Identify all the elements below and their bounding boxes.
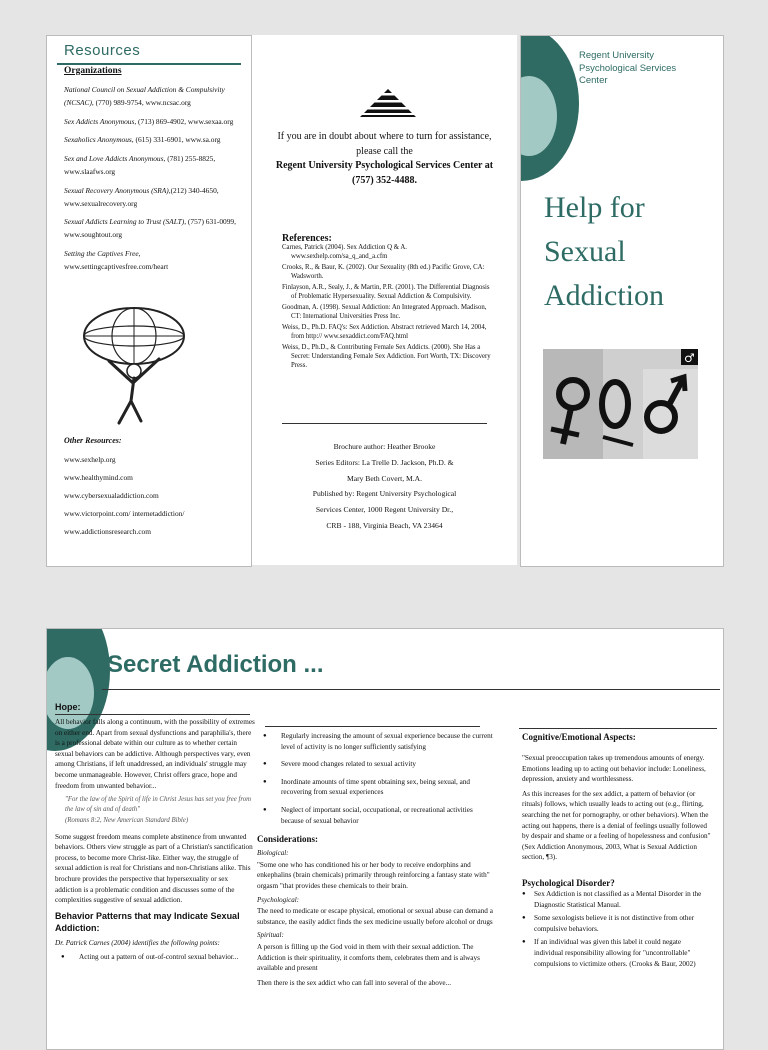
- hope-paragraph: All behavior falls along a continuum, with the possibility of extremes on either end. Apart from sexual dysfunctions and paraphilia's, there is a professional debate within our culture as to whether certain sexual behaviors can be addictive. Although perspectives vary, even among Christians, if left unaddressed, an individuals' struggle may become unmanageable. However, Christ offers grace, hope and freedom from unwanted behavior...: [55, 718, 255, 790]
- column-divider: [519, 728, 717, 729]
- reference-item: Finlayson, A.R., Sealy, J., & Martin, P.R. (2001). The Differential Diagnosis of Problematic Hypersexuality. Sexual Addiction & Compulsivity.: [282, 284, 490, 301]
- title-divider: [102, 689, 720, 690]
- stairs-logo-icon: [358, 83, 418, 119]
- contact-panel: [252, 35, 517, 565]
- list-item: ● Regularly increasing the amount of sexual experience because the current level of activity is no longer sufficiently satisfying: [257, 731, 497, 752]
- column-considerations: [257, 731, 497, 988]
- references-heading: References:: [282, 233, 332, 244]
- hope-divider: [55, 714, 250, 715]
- freedom-paragraph: Some suggest freedom means complete abstinence from unwanted behaviors. Others view struggle as part of a Christian's sanctification process, to become more Christ-like. Either way, the struggle of sexual addiction is real for Christians and non-Christians alike. This brochure provides the perspective that hypersexuality or sex addiction is a problematic condition and discusses some of the complexities suggestive of sexual addiction.: [55, 832, 253, 905]
- column-cognitive: [522, 731, 712, 972]
- column-hope: [55, 701, 255, 970]
- credits-divider: [282, 423, 487, 424]
- list-item: ● Inordinate amounts of time spent obtaining sex, being sexual, and recovering from sexual experiences: [257, 777, 497, 798]
- resource-link[interactable]: www.sexhelp.org: [64, 455, 116, 464]
- gender-symbols-illustration: [543, 349, 698, 459]
- list-item: Setting the Captives Free, www.settingcaptivesfree.com/heart: [64, 248, 169, 271]
- biological-label: Biological:: [257, 849, 289, 858]
- organizations-list: [64, 84, 244, 280]
- list-item: ● If an individual was given this label it could negate individual responsibility allowing for "uncontrollable" compulsions to victimize others. (Crooks & Baur, 2002): [522, 937, 712, 969]
- cognitive-heading: Cognitive/Emotional Aspects:: [522, 732, 636, 742]
- scripture-quote: "For the law of the Spirit of life in Christ Jesus has set you free from the law of sin and of death": [65, 796, 252, 813]
- list-item: ● Acting out a pattern of out-of-control sexual behavior...: [55, 952, 255, 963]
- cognitive-paragraph: As this increases for the sex addict, a pattern of behavior (or rituals) follows, which usually leads to acting out (e.g., flirting, searching the net for pornography, or other behaviors). When the acting out happens, there is a denial of feelings usually followed by despair and shame or a feeling of hopelessness and confusion" (Sex Addiction Anonymous, 2003, What is Sexual Addiction section, ¶3).: [522, 789, 711, 862]
- column-divider: [265, 726, 480, 727]
- references-list: [282, 243, 492, 372]
- center-name: Regent University Psychological Services Center at: [275, 160, 494, 171]
- list-item: ● Some sexologists believe it is not distinctive from other compulsive behaviors.: [522, 913, 712, 934]
- list-item: ● Neglect of important social, occupational, or recreational activities because of sexual behavior: [257, 805, 497, 826]
- org-name: Regent University Psychological Services Center: [579, 50, 677, 86]
- scripture-citation: (Romans 8:2, New American Standard Bible): [65, 817, 189, 825]
- other-resources-heading: Other Resources:: [64, 436, 122, 445]
- list-item: Sex Addicts Anonymous, (713) 869-4902, www.sexaa.org: [64, 116, 234, 126]
- hope-heading: Hope:: [55, 702, 81, 712]
- reference-item: Weiss, D., Ph.D., & Contributing Female Sex Addicts. (2000). She Has a Secret: Understanding Female Sex Addiction. Fort Worth, TX: Discovery Press.: [282, 344, 491, 370]
- resources-title: Resources: [64, 42, 141, 59]
- reference-item: Goodman, A. (1998). Sexual Addiction: An Integrated Approach. Madison, CT: International Universities Press Inc.: [282, 304, 487, 321]
- credits: Brochure author: Heather Brooke Series Editors: La Trelle D. Jackson, Ph.D. & Mary Beth Covert, M.A. Published by: Regent University Psychological Services Center, 1000 Regent University Dr., CRB - 188, Virginia Beach, VA 23464: [312, 442, 457, 530]
- svg-text:♂: ♂: [684, 351, 695, 365]
- considerations-heading: Considerations:: [257, 834, 319, 845]
- globe-figure-illustration: [79, 301, 189, 426]
- cover-panel: [520, 35, 724, 567]
- list-item: Sexual Addicts Learning to Trust (SALT), (757) 631-0099, www.soughtout.org: [64, 217, 236, 240]
- psychological-label: Psychological:: [257, 895, 299, 904]
- biological-text: "Some one who has conditioned his or her body to receive endorphins and enkephalins (brain chemicals) primarily through reinforcing a fantasy state with" orgasm "that provides these chemicals to their brain.: [257, 860, 490, 890]
- spiritual-label: Spiritual:: [257, 931, 284, 940]
- spiritual-more: Then there is the sex addict who can fall into several of the above...: [257, 978, 451, 987]
- psychological-text: The need to medicate or escape physical, emotional or sexual abuse can demand a substance, the easily addict finds the sex medicine usually before alcohol or drugs: [257, 907, 493, 926]
- reference-item: Carnes, Patrick (2004). Sex Addiction Q & A. www.sexhelp.com/sa_q_and_a.cfm: [282, 244, 407, 261]
- list-item: ● Sex Addiction is not classified as a Mental Disorder in the Diagnostic Statistical Manual.: [522, 889, 712, 910]
- resource-link[interactable]: www.victorpoint.com/ internetaddiction/: [64, 509, 185, 518]
- reference-item: Weiss, D., Ph.D. FAQ's: Sex Addiction. Abstract retrieved March 14, 2004, from http:// www.sexaddict.com/FAQ.html: [282, 324, 487, 341]
- organizations-heading: Organizations: [64, 66, 122, 76]
- list-item: ● Severe mood changes related to sexual activity: [257, 759, 497, 770]
- resources-divider: [57, 63, 241, 65]
- resource-link[interactable]: www.addictionsresearch.com: [64, 527, 151, 536]
- list-item: Sexual Recovery Anonymous (SRA),(212) 340-4650, www.sexualrecovery.org: [64, 185, 219, 208]
- resources-panel: [46, 35, 252, 567]
- patterns-heading: Behavior Patterns that may Indicate Sexual Addiction:: [55, 910, 240, 933]
- phone-number: (757) 352-4488.: [352, 174, 417, 186]
- disorder-heading: Psychological Disorder?: [522, 877, 615, 888]
- cognitive-paragraph: "Sexual preoccupation takes up tremendous amounts of energy. Emotions leading up to acting out behavior include: Loneliness, depression, anxiety and worthlessness.: [522, 754, 706, 784]
- reference-item: Crooks, R., & Baur, K. (2002). Our Sexuality (8th ed.) Pacific Grove, CA: Wadsworth.: [282, 264, 485, 281]
- patterns-intro: Dr. Patrick Carnes (2004) identifies the following points:: [55, 938, 220, 947]
- cover-title: Help for Sexual Addiction: [544, 191, 664, 312]
- list-item: National Council on Sexual Addiction & Compulsivity (NCSAC), (770) 989-9754, www.ncsac.org: [64, 85, 225, 107]
- inside-panel: [46, 628, 724, 1050]
- contact-intro: If you are in doubt about where to turn for assistance, please call the Regent University Psychological Services Center at (757) 352-4488.: [272, 130, 497, 188]
- links-list: [64, 454, 244, 544]
- spiritual-text: A person is filling up the God void in them with their sexual addiction. The Addiction is their spirituality, it comforts them, celebrates them and is always available and present: [257, 942, 480, 973]
- list-item: Sexaholics Anonymous, (615) 331-6901, www.sa.org: [64, 135, 221, 145]
- resource-link[interactable]: www.cybersexualaddiction.com: [64, 491, 159, 500]
- list-item: Sex and Love Addicts Anonymous, (781) 255-8825, www.slaafws.org: [64, 154, 216, 176]
- resource-link[interactable]: www.healthymind.com: [64, 473, 133, 482]
- inside-title: Secret Addiction ...: [107, 651, 324, 678]
